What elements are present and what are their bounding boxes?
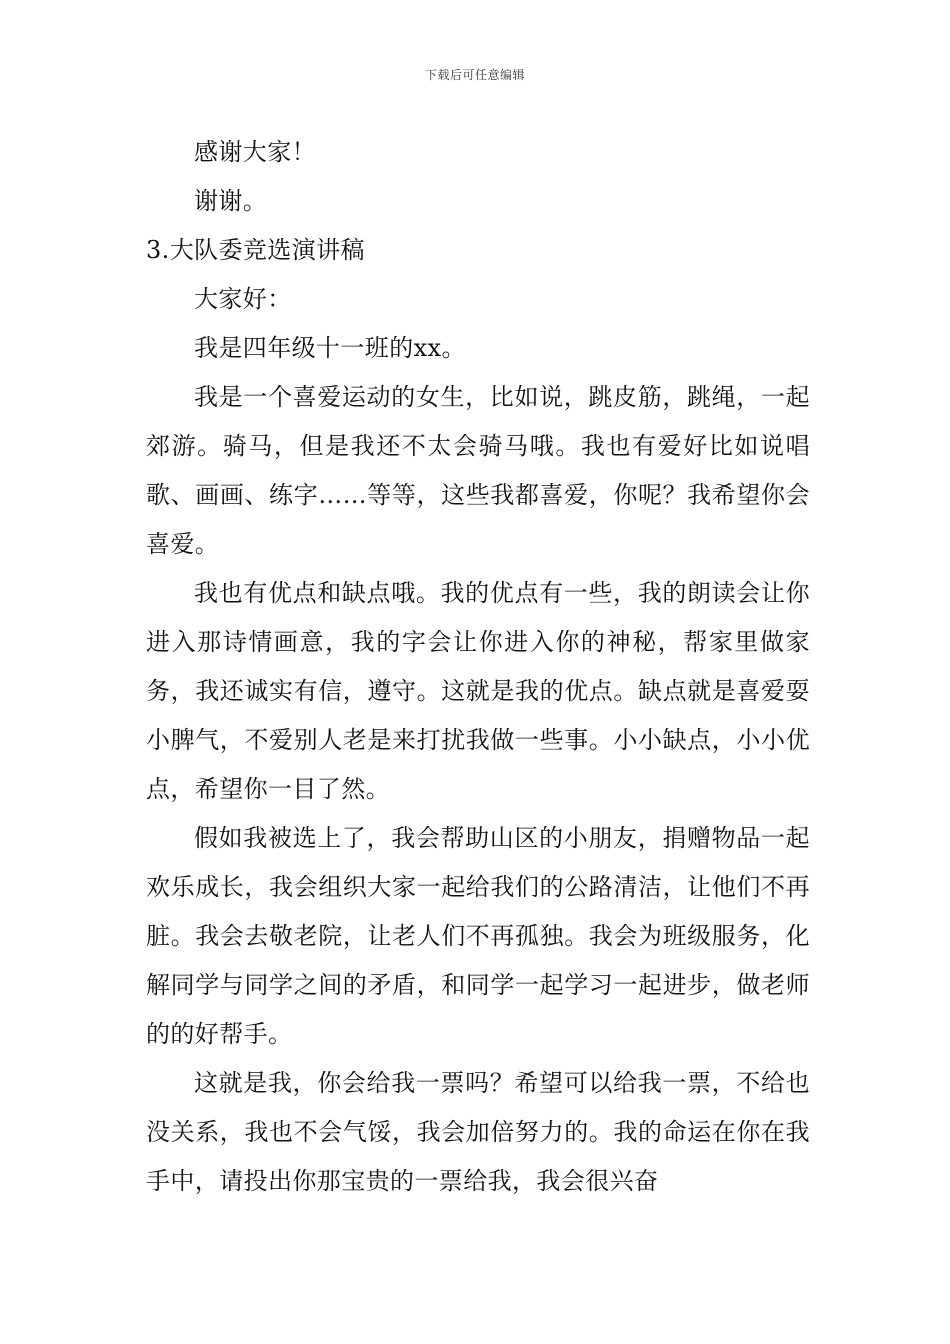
page-header: 下载后可任意编辑 (424, 68, 525, 82)
paragraph-hobbies: 我是一个喜爱运动的女生，比如说，跳皮筋，跳绳，一起郊游。骑马，但是我还不太会骑马哦。我也有爱好比如说唱歌、画画、练字……等等，这些我都喜爱，你呢？我希望你会喜爱。 (146, 383, 810, 558)
closing-thanks: 感谢大家！ (194, 138, 316, 166)
self-introduction: 我是四年级十一班的xx。 (194, 334, 466, 362)
greeting: 大家好： (194, 285, 292, 313)
paragraph-strengths: 我也有优点和缺点哦。我的优点有一些，我的朗读会让你进入那诗情画意，我的字会让你进入你的神秘，帮家里做家务，我还诚实有信，遵守。这就是我的优点。缺点就是喜爱耍小脾气，不爱别人老是来打扰我做一些事。小小缺点，小小优点，希望你一目了然。 (146, 579, 810, 803)
paragraph-plans: 假如我被选上了，我会帮助山区的小朋友，捐赠物品一起欢乐成长，我会组织大家一起给我们的公路清洁，让他们不再脏。我会去敬老院，让老人们不再孤独。我会为班级服务，化解同学与同学之间的矛盾，和同学一起学习一起进步，做老师的的好帮手。 (146, 824, 810, 1048)
document-body (146, 128, 810, 1206)
closing-thankyou: 谢谢。 (194, 187, 268, 215)
paragraph-appeal: 这就是我，你会给我一票吗？希望可以给我一票，不给也没关系，我也不会气馁，我会加倍努力的。我的命运在你在我手中，请投出你那宝贵的一票给我，我会很兴奋 (146, 1069, 810, 1195)
section-heading: 3.大队委竞选演讲稿 (146, 236, 365, 264)
